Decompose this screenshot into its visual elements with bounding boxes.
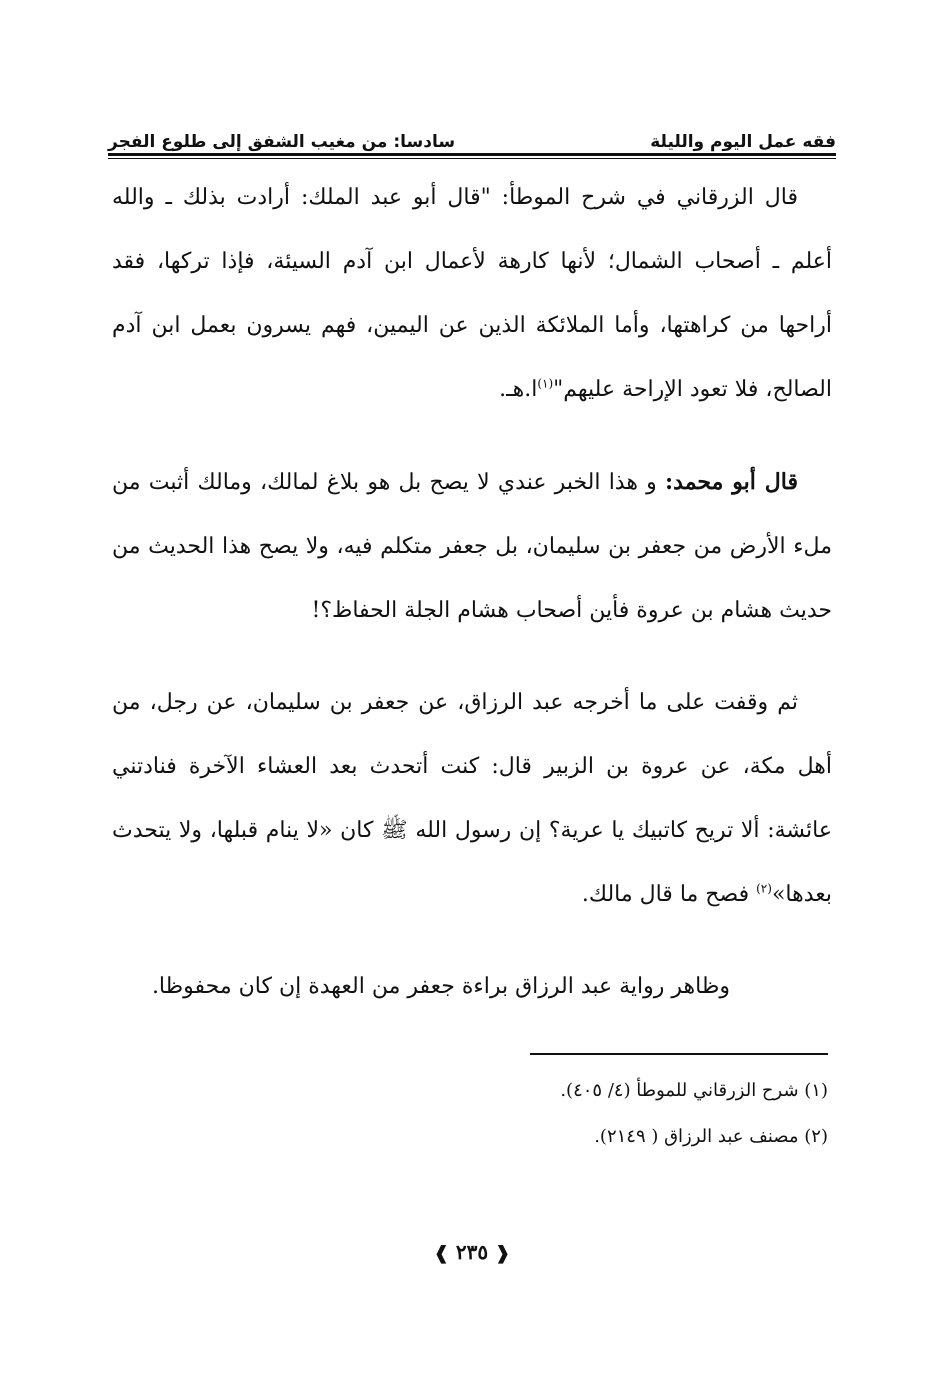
footnote-separator: [530, 1053, 828, 1055]
header-book-title: فقه عمل اليوم والليلة: [650, 132, 836, 152]
paragraph-1: [112, 166, 832, 422]
running-header: [108, 118, 836, 152]
footnotes: [228, 1068, 828, 1160]
paragraph-4: [112, 955, 832, 1019]
header-rule: [108, 153, 836, 156]
header-chapter-title: سادسا: من مغيب الشفق إلى طلوع الفجر: [108, 132, 456, 152]
footnote-2: (٢) مصنف عبد الرزاق ( ٢١٤٩).: [594, 1126, 828, 1147]
paragraph-1-tail: ا.هـ.: [499, 377, 538, 402]
paragraph-2: [112, 450, 832, 643]
paragraph-2-text: و هذا الخبر عندي لا يصح بل هو بلاغ لمالك، ومالك أثبت من ملء الأرض من جعفر بن سليمان، بل جعفر متكلم فيه، ولا يصح هذا الحديث من حديث هشام بن عروة فأين أصحاب هشام الجلة الحفاظ؟!: [112, 470, 832, 623]
page-number-ornament-left: ❱: [433, 1243, 449, 1264]
page-number-value: ٢٣٥: [455, 1240, 489, 1264]
footnote-ref-2: (٢): [756, 881, 772, 896]
paragraph-3-text: ثم وقفت على ما أخرجه عبد الرزاق، عن جعفر بن سليمان، عن رجل، من أهل مكة، عن عروة بن الزبير قال: كنت أتحدث بعد العشاء الآخرة فنادتني عائشة: ألا تريح كاتبيك يا عرية؟ إن رسول الله ﷺ كان «لا ينام قبلها، ولا يتحدث بعدها»: [112, 690, 832, 907]
footnote-ref-1: (١): [537, 376, 554, 391]
page-number-ornament-right: ❰: [495, 1243, 511, 1264]
paragraph-1-text: قال الزرقاني في شرح الموطأ: "قال أبو عبد الملك: أرادت بذلك ـ والله أعلم ـ أصحاب الشمال؛ لأنها كارهة لأعمال ابن آدم السيئة، فإذا تركها، فقد أراحها من كراهتها، وأما الملائكة الذين عن اليمين، فهم يسرون بعمل ابن آدم الصالح، فلا تعود الإراحة عليهم": [112, 185, 832, 402]
header-rule-thin: [108, 158, 836, 159]
page-number: [0, 1240, 944, 1264]
paragraph-3: [112, 671, 832, 927]
paragraph-4-text: وظاهر رواية عبد الرزاق براءة جعفر من العهدة إن كان محفوظا.: [151, 974, 730, 999]
paragraph-2-lead: قال أبو محمد:: [665, 469, 799, 495]
paragraph-3-tail: فصح ما قال مالك.: [581, 882, 750, 907]
footnote-1: (١) شرح الزرقاني للموطأ (٤/ ٤٠٥).: [560, 1080, 828, 1101]
main-text: [112, 166, 832, 1047]
